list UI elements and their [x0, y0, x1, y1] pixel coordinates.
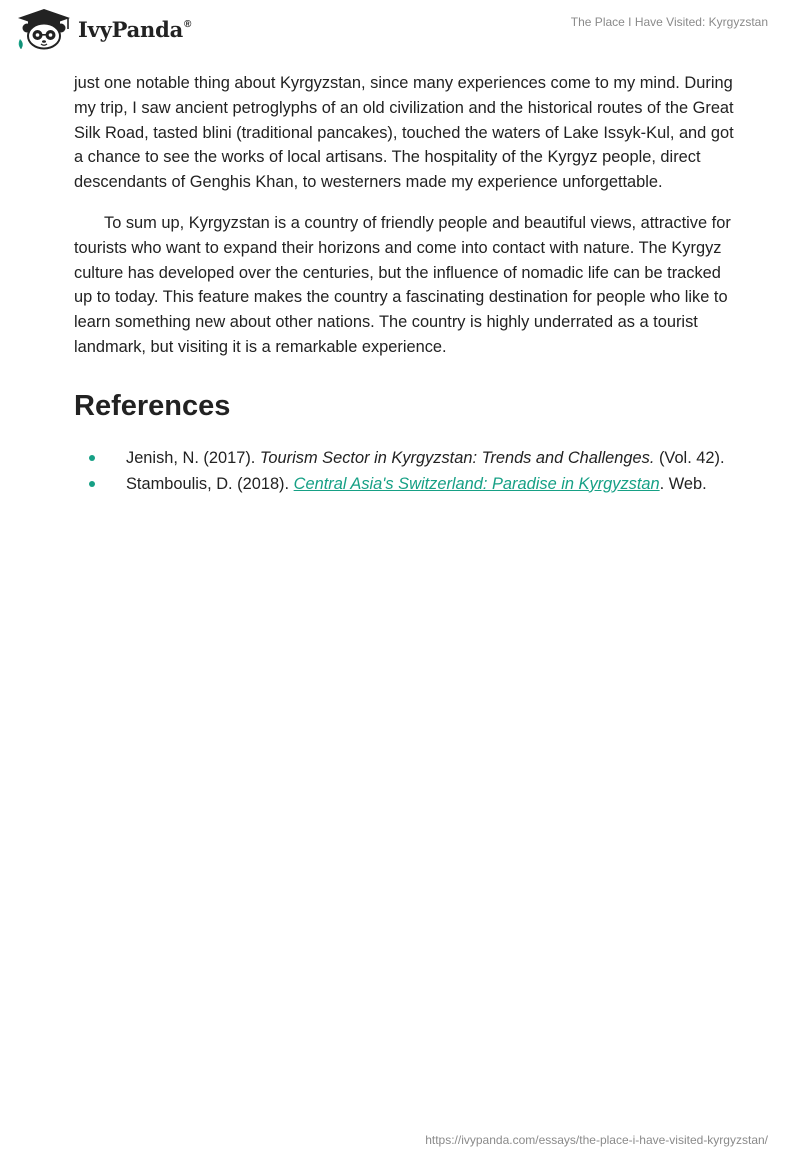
panda-graduate-icon	[16, 8, 72, 50]
ivypanda-logo[interactable]	[16, 8, 191, 50]
page-header	[0, 0, 800, 64]
logo-text: IvyPanda	[78, 16, 184, 42]
reference-2-author: Stamboulis, D. (2018).	[126, 474, 294, 493]
logo-wordmark	[78, 17, 191, 42]
reference-1-author: Jenish, N. (2017).	[126, 448, 260, 467]
reference-2-details: . Web.	[659, 474, 707, 493]
registered-mark: ®	[184, 18, 192, 30]
reference-1-title: Tourism Sector in Kyrgyzstan: Trends and Challenges.	[259, 448, 655, 467]
references-heading: References	[74, 389, 231, 422]
reference-item-2	[74, 472, 734, 497]
essay-content	[74, 71, 734, 497]
body-paragraph-1: just one notable thing about Kyrgyzstan, since many experiences come to my mind. During my trip, I saw ancient petroglyphs of an old civilization and the historical routes of the Great Silk Road, tasted blini (traditional pancakes), touched the waters of Lake Issyk-Kul, and got a chance to see the works of local artisans. The hospitality of the Kyrgyz people, direct descendants of Genghis Khan, to westerners made my experience unforgettable.	[74, 74, 734, 192]
body-paragraph-2: To sum up, Kyrgyzstan is a country of friendly people and beautiful views, attractive for tourists who want to expand their horizons and come into contact with nature. The Kyrgyz culture has developed over the centuries, but the influence of nomadic life can be tracked up to today. This feature makes the country a fascinating destination for people who like to learn something new about other nations. The country is highly underrated as a tourist landmark, but visiting it is a remarkable experience.	[74, 213, 731, 356]
reference-1-details: (Vol. 42).	[654, 448, 725, 467]
bullet-icon	[89, 455, 95, 461]
reference-2-link[interactable]: Central Asia's Switzerland: Paradise in Kyrgyzstan	[293, 474, 660, 493]
reference-item-1	[74, 446, 734, 471]
bullet-icon	[89, 481, 95, 487]
source-url[interactable]: https://ivypanda.com/essays/the-place-i-have-visited-kyrgyzstan/	[425, 1133, 768, 1147]
document-title: The Place I Have Visited: Kyrgyzstan	[570, 15, 768, 29]
references-list	[74, 446, 734, 497]
